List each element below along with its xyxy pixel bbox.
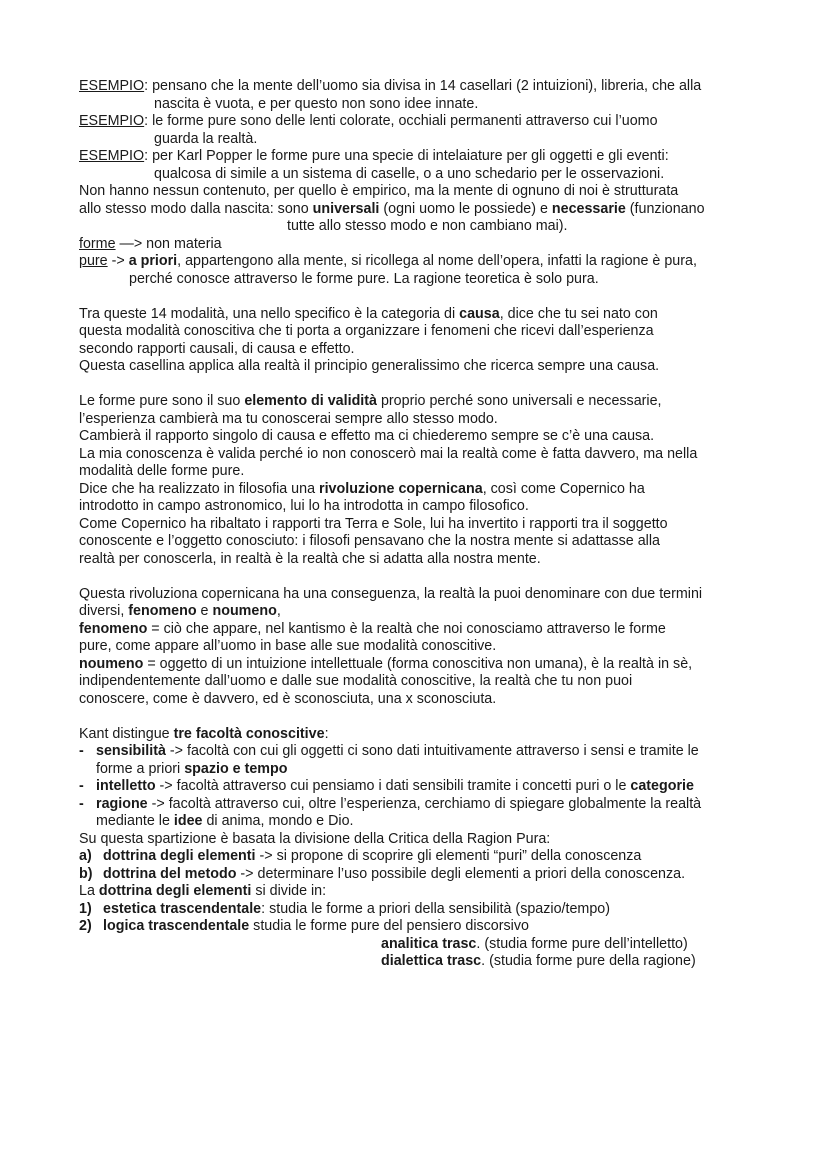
list-item: - sensibilità -> facoltà con cui gli oggetti ci sono dati intuitivamente attraverso i sensi e tramite le forme a priori spazio e tempo xyxy=(79,743,699,777)
example-label: ESEMPIO xyxy=(79,113,145,129)
content-paragraph: Non hanno nessun contenuto, per quello è empirico, ma la mente di ognuno di noi è strutturata allo stesso modo dalla nascita: sono universali (ogni uomo le possiede) e necessarie (funzionano xyxy=(79,183,705,217)
list-item: - ragione -> facoltà attraverso cui, oltre l’esperienza, cerchiamo di spiegare globalmente la realtà mediante le idee di anima, mondo e Dio. xyxy=(79,795,702,829)
validita-paragraph: Le forme pure sono il suo elemento di validità proprio perché sono universali e necessarie, l’esperienza cambierà ma tu conoscerai sempre allo stesso modo. Cambierà il rapporto singolo di causa e effetto ma ci chiederemo sempre se c’è una causa. La mia conoscenza è valida perché io non conoscerò mai la realtà come è fatta davvero, ma nella modalità delle forme pure. Dice che ha realizzato in filosofia una rivoluzione copernicana, così come Copernico ha introdotto in campo astronomico, lui lo ha introdotta in campo filosofico. Come Copernico ha ribaltato i rapporti tra Terra e Sole, lui ha invertito i rapporti tra il soggetto conoscente e l’oggetto conosciuto: i filosofi pensavano che la nostra mente si adattasse alla realtà per conoscerla, in realtà è la realtà che si adatta alla nostra mente. xyxy=(79,393,698,567)
pure-definition-cont: perché conosce attraverso le forme pure. La ragione teoretica è solo pura. xyxy=(129,270,599,287)
list-item: 1) estetica trascendentale: studia le forme a priori della sensibilità (spazio/tempo) xyxy=(79,900,610,917)
example-1: ESEMPIO: pensano che la mente dell’uomo sia divisa in 14 casellari (2 intuizioni), libreria, che alla nascita è vuota, e per questo non sono idee innate. xyxy=(79,78,702,112)
fenomeno-paragraph: Questa rivoluziona copernicana ha una conseguenza, la realtà la puoi denominare con due termini diversi, fenomeno e noumeno, fenomeno = ciò che appare, nel kantismo è la realtà che noi conosciamo attraverso le forme pure, come appare all’uomo in base alle sue modalità conoscitive. noumeno = oggetto di un intuizione intellettuale (forma conoscitiva non umana), è la realtà in sè, indipendentemente dall’uomo e dalle sue modalità conoscitive, la realtà che tu non puoi conoscere, come è davvero, ed è sconosciuta, una x sconosciuta. xyxy=(79,585,703,707)
example-2: ESEMPIO: le forme pure sono delle lenti colorate, occhiali permanenti attraverso cui l’uomo guarda la realtà. xyxy=(79,113,658,147)
sub-item: dialettica trasc. (studia forme pure della ragione) xyxy=(381,953,696,969)
list-item: b) dottrina del metodo -> determinare l’uso possibile degli elementi a priori della conoscenza. xyxy=(79,865,686,882)
sub-item: analitica trasc. (studia forme pure dell’intelletto) xyxy=(381,935,688,952)
dottrina-intro: La dottrina degli elementi si divide in: xyxy=(79,883,327,899)
facolta-intro: Kant distingue tre facoltà conoscitive: xyxy=(79,725,329,742)
example-label: ESEMPIO xyxy=(79,148,145,164)
critica-intro: Su questa spartizione è basata la divisione della Critica della Ragion Pura: xyxy=(79,830,551,847)
list-item: - intelletto -> facoltà attraverso cui pensiamo i dati sensibili tramite i concetti puri o le categorie xyxy=(79,778,694,794)
forme-definition: forme —> non materia xyxy=(79,235,222,252)
content-paragraph-end: tutte allo stesso modo e non cambiano mai). xyxy=(287,218,568,234)
example-3: ESEMPIO: per Karl Popper le forme pure una specie di intelaiature per gli oggetti e gli eventi: qualcosa di simile a un sistema di caselle, o a uno schedario per le osservazioni. xyxy=(79,148,669,182)
causa-paragraph: Tra queste 14 modalità, una nello specifico è la categoria di causa, dice che tu sei nato con questa modalità conoscitiva che ti porta a organizzare i fenomeni che ricevi dall’esperienza secondo rapporti causali, di causa e effetto. Questa casellina applica alla realtà il principio generalissimo che ricerca sempre una causa. xyxy=(79,305,660,374)
example-label: ESEMPIO xyxy=(79,78,145,94)
list-item: 2) logica trascendentale studia le forme pure del pensiero discorsivo xyxy=(79,918,529,934)
pure-definition: pure -> a priori, appartengono alla mente, si ricollega al nome dell’opera, infatti la ragione è pura, xyxy=(79,253,697,269)
list-item: a) dottrina degli elementi -> si propone di scoprire gli elementi “puri” della conoscenza xyxy=(79,848,642,864)
notes-body xyxy=(79,78,754,971)
